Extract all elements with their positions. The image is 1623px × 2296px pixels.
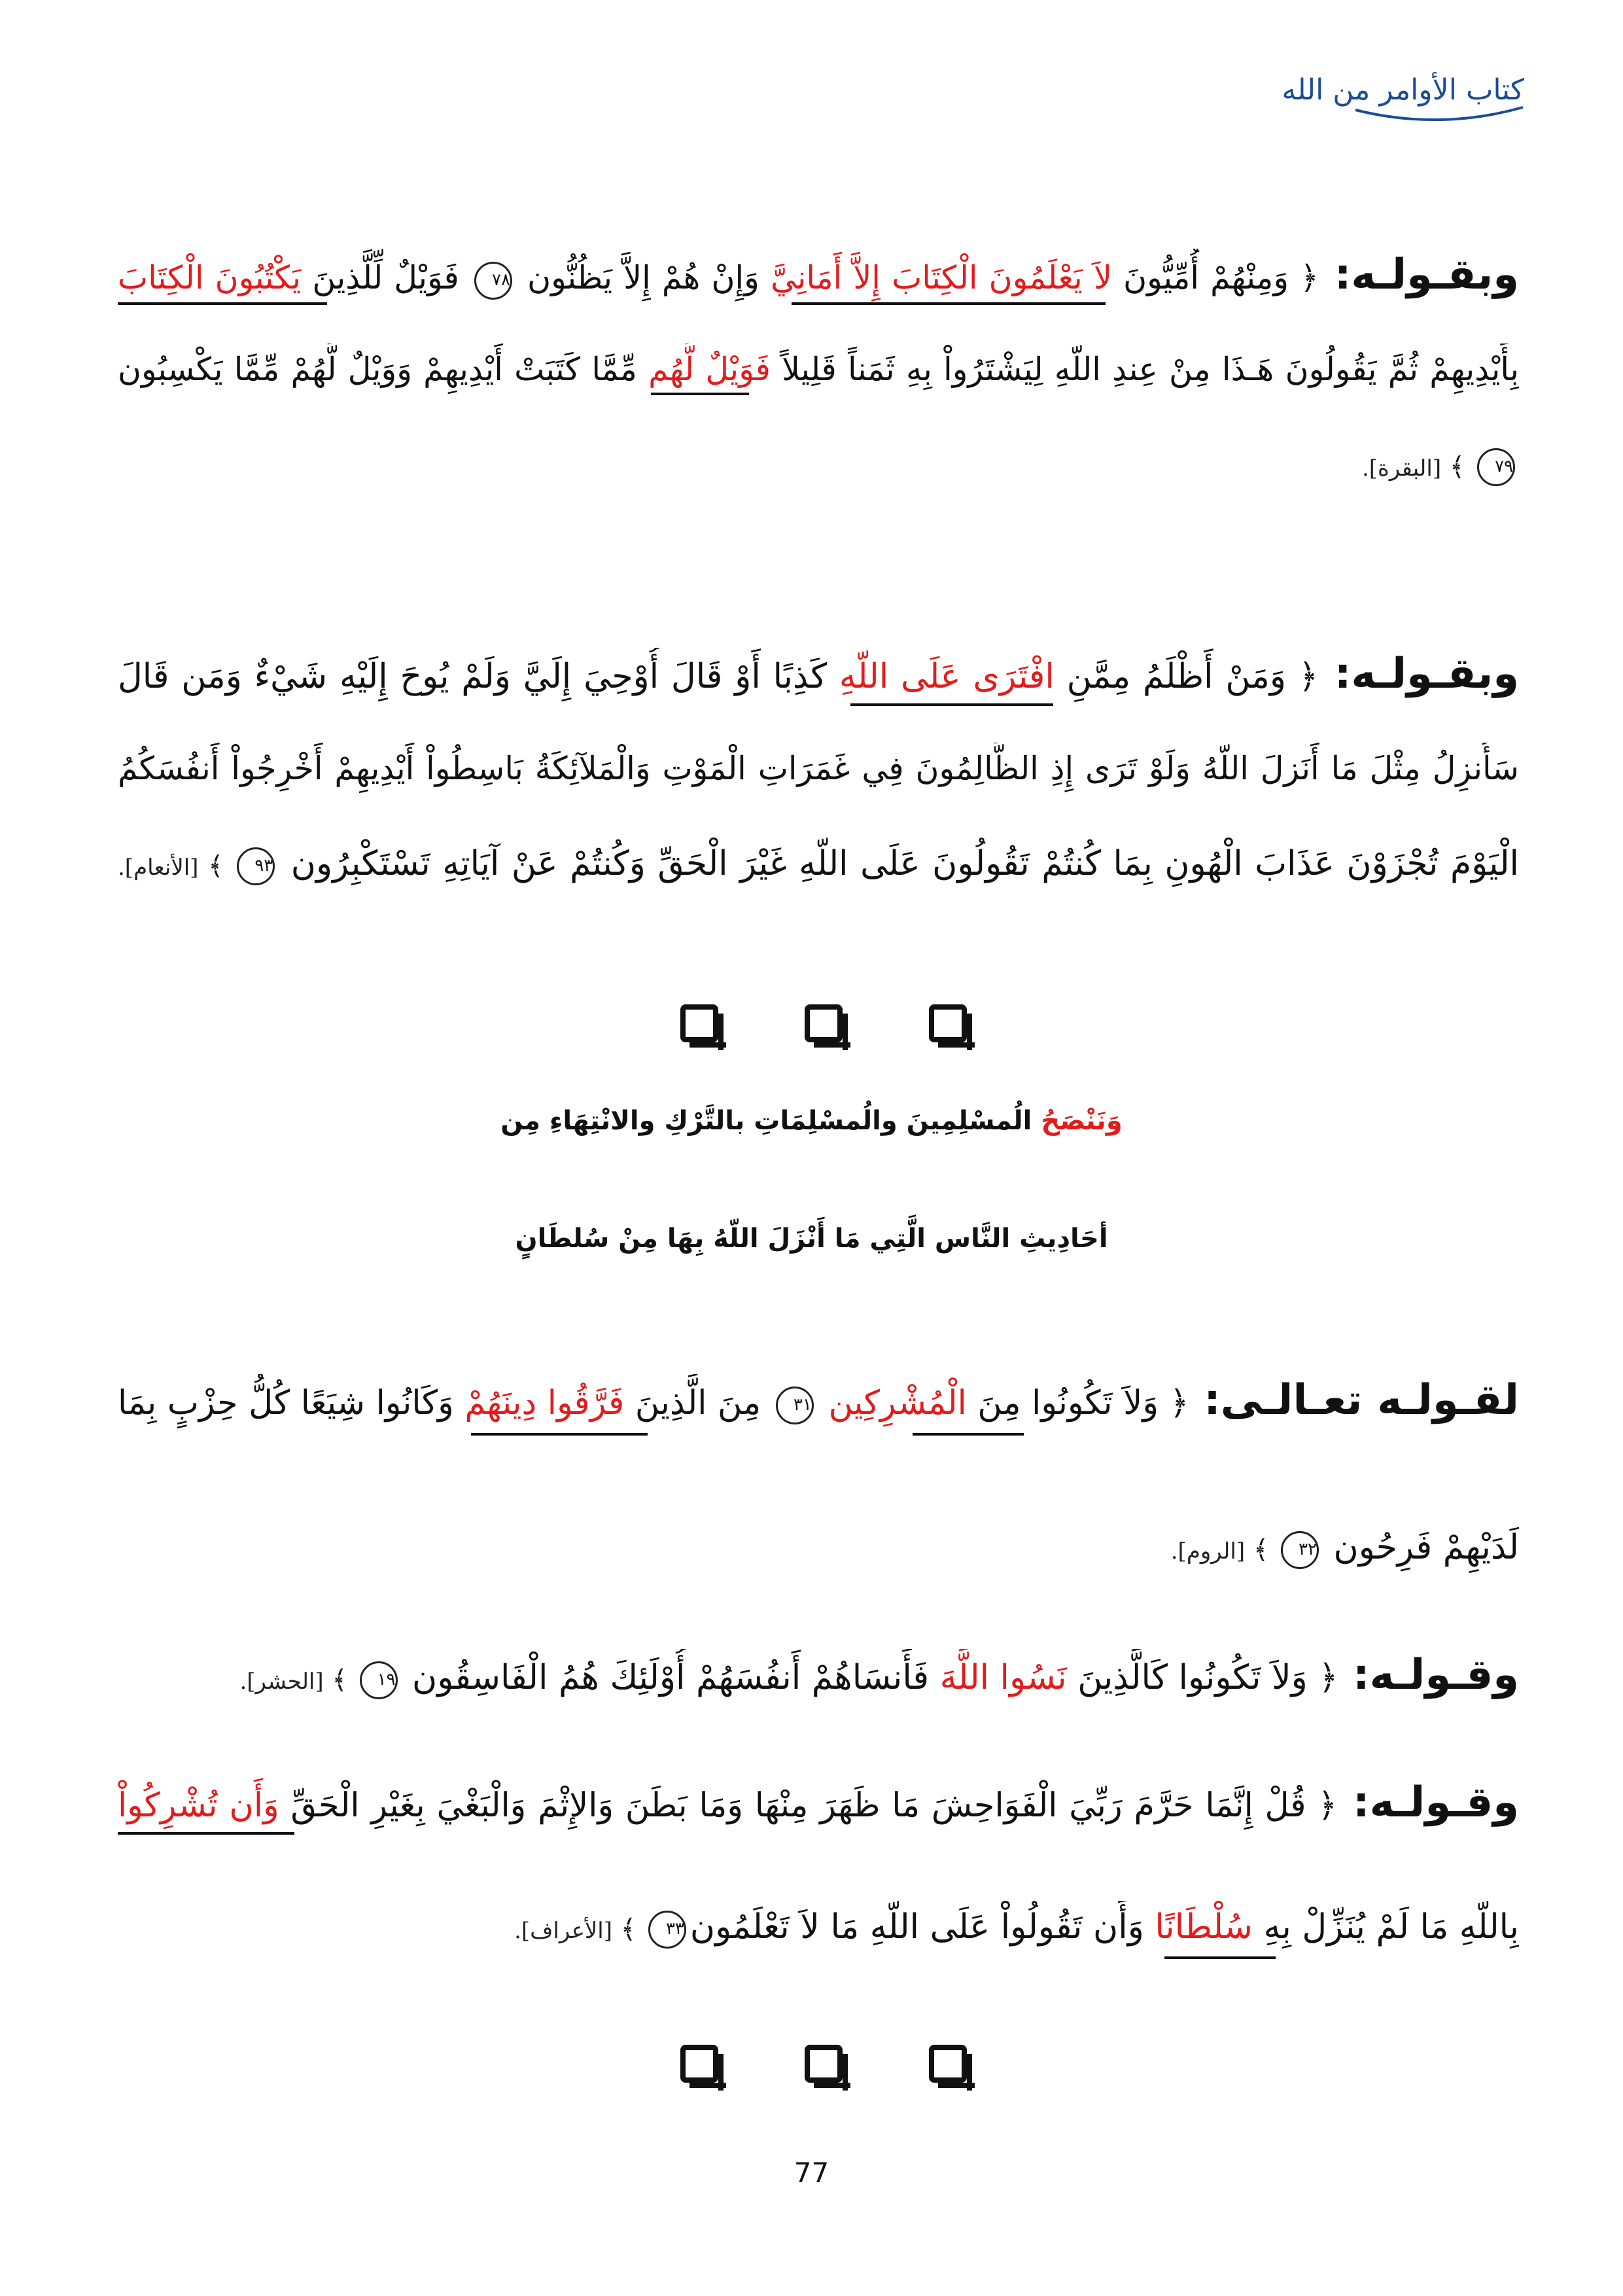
underline [792,302,1106,305]
square-ornament-icon [929,1004,967,1042]
ayah-number-badge: ١٩ [360,1661,398,1699]
verse-lead-label: وقـولـه: [1337,1778,1519,1827]
highlighted-phrase: نَسُوا اللَّهَ [939,1658,1067,1697]
highlighted-phrase: فَرَّقُوا دِينَهُمْ [464,1384,625,1422]
verse-line [118,648,1519,703]
highlighted-phrase: سُلْطَانًا [1155,1907,1253,1947]
square-ornament-icon [805,1004,843,1042]
underline [651,393,749,395]
surah-reference: [الأعراف]. [514,1918,612,1944]
section-divider [0,2045,1623,2091]
book-header [1282,73,1524,119]
underline [913,1433,1024,1436]
verse-text: مِّمَّا كَتَبَتْ أَيْدِيهِمْ وَوَيْلٌ لَّهُمْ مِّمَّا يَكْسِبُون [118,351,649,388]
underline [118,302,327,305]
underline [1164,1956,1276,1959]
verse-line [118,344,1519,396]
square-ornament-icon [805,2045,843,2083]
book-title: كتاب الأوامر من الله [1282,73,1524,107]
surah-reference: [الروم]. [1170,1538,1246,1564]
verse-line [118,743,1519,795]
underline [850,703,1053,706]
verse-text: ﴿ وَمَنْ أَظْلَمُ مِمَّنِ [1054,657,1319,696]
section-heading [0,1224,1623,1254]
highlighted-phrase: الْمُشْرِكِين [828,1384,967,1422]
verse-line [118,838,1519,894]
underline [471,1433,648,1436]
ayah-number-badge: ٣٣ [648,1911,686,1949]
verse-line [118,1374,1519,1430]
verse-lead-label: وبقـولـه: [1318,251,1519,299]
verse-text: بِأَيْدِيهِمْ ثُمَّ يَقُولُونَ هَـذَا مِنْ عِندِ اللّهِ لِيَشْتَرُواْ بِهِ ثَمَناً قَلِيلاً [770,351,1519,388]
quran-bracket: ﴾ [323,1665,356,1695]
verse-text: وَأَن تَقُولُواْ عَلَى اللّهِ مَا لاَ تَعْلَمُون [689,1907,1155,1947]
highlighted-phrase: وَنَنْصَحُ [1041,1106,1123,1136]
verse-text: وَكَانُوا شِيَعًا كُلُّ حِزْبٍ بِمَا [118,1384,465,1422]
verse-text: الُمسْلِمِينَ والُمسْلِمَاتِ بالتَّرْكِ والانْتِهَاءِ مِن [500,1106,1041,1136]
verse-text: فَوَيْلٌ لِّلَّذِينَ [301,259,470,296]
ayah-number-badge: ٧٩ [1477,448,1515,486]
verse-lead-label: لقـولـه تعـالـى: [1189,1376,1519,1424]
verse-text: أحَادِيثِ النَّاس الَّتِي مَا أَنْزَلَ اللّهُ بِهَا مِنْ سُلطَانٍ [515,1224,1108,1254]
ayah-number-badge: ٣٢ [1281,1531,1319,1569]
verse-text: ﴿ وَلاَ تَكُونُوا كَالَّذِينَ [1066,1658,1338,1697]
page-number: 77 [794,2157,829,2189]
verse-text: ﴿ قُلْ إِنَّمَا حَرَّمَ رَبِّيَ الْفَوَاحِشَ مَا ظَهَرَ مِنْهَا وَمَا بَطَنَ وَالإِثْمَ وَالْبَغْيَ بِغَيْرِ الْحَقِّ [279,1786,1338,1825]
section-heading [0,1106,1623,1136]
verse-text [818,1384,829,1422]
verse-line [118,1521,1519,1578]
verse-text: كَذِبًا أَوْ قَالَ أُوْحِيَ إِلَيَّ وَلَمْ يُوحَ إِلَيْهِ شَيْءٌ وَمَن قَالَ [118,657,839,696]
verse-text: ﴿ وَلاَ تَكُونُوا مِنَ [966,1384,1189,1422]
verse-text: سَأُنزِلُ مِثْلَ مَا أَنَزلَ اللّهُ وَلَوْ تَرَى إِذِ الظَّالِمُونَ فِي غَمَرَاتِ الْمَوْتِ وَالْمَلآئِكَةُ بَاسِطُواْ أَيْدِيهِمْ أَخْرِجُواْ أَنفُسَكُمُ [118,750,1519,787]
highlighted-phrase: يَكْتُبُونَ الْكِتَابَ [118,259,302,296]
verse-text: مِنَ الَّذِينَ [624,1384,772,1422]
surah-reference: [الحشر]. [239,1669,324,1695]
verse-lead-label: وبقـولـه: [1318,650,1519,698]
verse-text: ﴿ وَمِنْهُمْ أُمِّيُّونَ [1111,259,1319,296]
highlighted-phrase: وَأَن تُشْرِكُواْ [118,1786,279,1825]
verse-line [118,1649,1519,1708]
verse-lead-label: وقـولـه: [1338,1651,1519,1699]
quran-bracket: ﴾ [1245,1535,1277,1565]
highlighted-phrase: افْتَرَى عَلَى اللّهِ [839,657,1055,696]
verse-line [118,1776,1519,1832]
verse-text: لَدَيْهِمْ فَرِحُون [1323,1528,1519,1567]
verse-text: وَإِنْ هُمْ إِلاَّ يَظُنُّون [515,259,771,296]
header-swash-icon [1354,105,1524,124]
verse-text: فَأَنسَاهُمْ أَنفُسَهُمْ أُوْلَئِكَ هُمُ الْفَاسِقُون [401,1658,940,1697]
ayah-number-badge: ٩٣ [237,847,275,885]
square-ornament-icon [680,2045,718,2083]
verse-text: بِاللّهِ مَا لَمْ يُنَزِّلْ بِهِ [1252,1907,1519,1947]
surah-reference: [الأنعام]. [118,855,199,881]
underline [118,1832,294,1835]
verse-line [118,438,1519,495]
square-ornament-icon [929,2045,967,2083]
quran-bracket: ﴾ [198,851,234,881]
verse-line [118,1901,1519,1957]
square-ornament-icon [680,1004,718,1042]
quran-bracket: ﴾ [612,1915,644,1945]
ayah-number-badge: ٣١ [776,1386,814,1424]
quran-bracket: ﴾ [1441,452,1473,482]
highlighted-phrase: لاَ يَعْلَمُونَ الْكِتَابَ إِلاَّ أَمَانِيَّ [770,259,1112,296]
verse-line [118,249,1519,304]
ayah-number-badge: ٧٨ [474,262,512,300]
verse-text: الْيَوْمَ تُجْزَوْنَ عَذَابَ الْهُونِ بِمَا كُنتُمْ تَقُولُونَ عَلَى اللّهِ غَيْرَ الْحَقِّ وَكُنتُمْ عَنْ آيَاتِهِ تَسْتَكْبِرُون [279,844,1519,883]
surah-reference: [البقرة]. [1361,455,1442,482]
highlighted-phrase: فَوَيْلٌ لَّهُم [648,351,771,388]
section-divider [0,1004,1623,1050]
